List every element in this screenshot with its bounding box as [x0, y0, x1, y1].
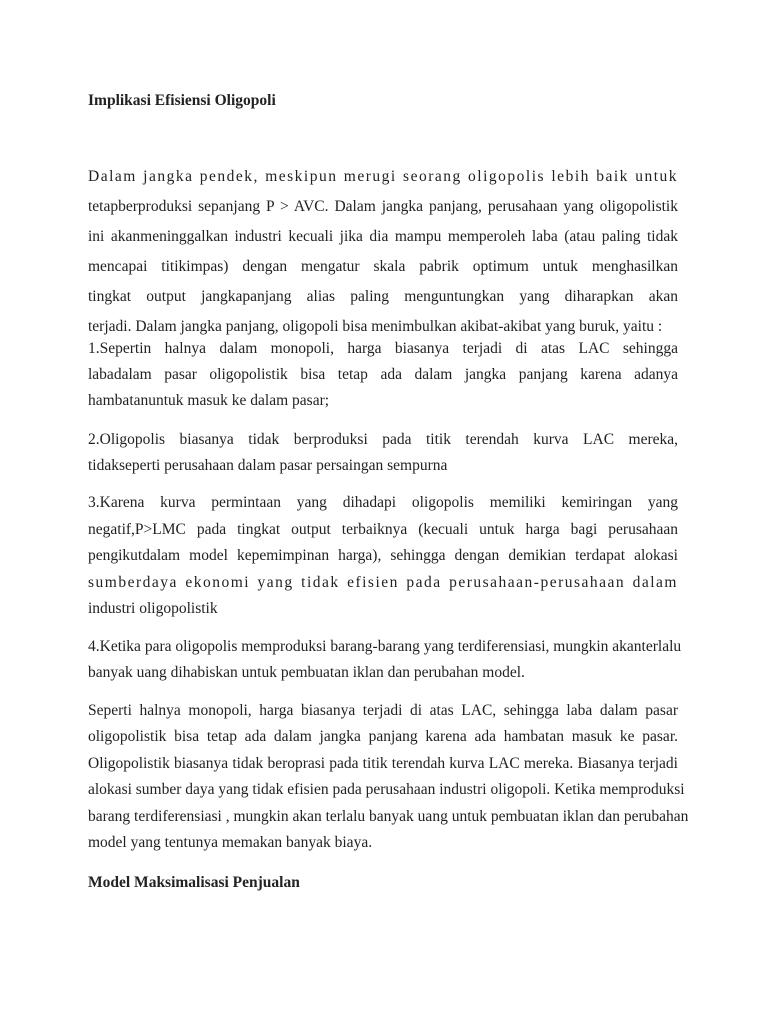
text-line: Seperti halnya monopoli, harga biasanya terjadi di atas LAC, sehingga laba dalam pasar [88, 702, 678, 719]
text-line: Oligopolistik biasanya tidak beroprasi pada titik terendah kurva LAC mereka. Biasanya terjadi [88, 755, 678, 772]
text-line: 3.Karena kurva permintaan yang dihadapi oligopolis memiliki kemiringan yang [88, 494, 678, 511]
text-line: tidakseperti perusahaan dalam pasar persaingan sempurna [88, 457, 448, 474]
text-line: 4.Ketika para oligopolis memproduksi barang-barang yang terdiferensiasi, mungkin akanterlalu [88, 638, 682, 655]
text-line: labadalam pasar oligopolistik bisa tetap ada dalam jangka panjang karena adanya [88, 366, 678, 383]
text-line: barang terdiferensiasi , mungkin akan terlalu banyak uang untuk pembuatan iklan dan perubahan [88, 808, 689, 825]
text-line: mencapai titikimpas) dengan mengatur skala pabrik optimum untuk menghasilkan [88, 258, 678, 275]
text-line: Dalam jangka pendek, meskipun merugi seorang oligopolis lebih baik untuk [88, 168, 678, 185]
text-line: 1.Sepertin halnya dalam monopoli, harga biasanya terjadi di atas LAC sehingga [88, 340, 678, 357]
text-line: 2.Oligopolis biasanya tidak berproduksi pada titik terendah kurva LAC mereka, [88, 431, 678, 448]
text-line: model yang tentunya memakan banyak biaya. [88, 834, 373, 851]
text-line: tingkat output jangkapanjang alias paling menguntungkan yang diharapkan akan [88, 288, 678, 305]
text-line: negatif,P>LMC pada tingkat output terbaiknya (kecuali untuk harga bagi perusahaan [88, 521, 678, 538]
text-line: sumberdaya ekonomi yang tidak efisien pada perusahaan-perusahaan dalam [88, 574, 678, 591]
heading-implikasi-efisiensi: Implikasi Efisiensi Oligopoli [88, 92, 276, 109]
text-line: ini akanmeninggalkan industri kecuali jika dia mampu memperoleh laba (atau paling tidak [88, 228, 678, 245]
text-line: banyak uang dihabiskan untuk pembuatan iklan dan perubahan model. [88, 664, 525, 681]
text-line: hambatanuntuk masuk ke dalam pasar; [88, 392, 330, 409]
heading-model-maksimalisasi: Model Maksimalisasi Penjualan [88, 874, 300, 891]
text-line: industri oligopolistik [88, 600, 218, 617]
text-line: oligopolistik bisa tetap ada dalam jangka panjang karena ada hambatan masuk ke pasar. [88, 728, 678, 745]
text-line: terjadi. Dalam jangka panjang, oligopoli bisa menimbulkan akibat-akibat yang buruk, yaitu : [88, 318, 663, 335]
text-line: alokasi sumber daya yang tidak efisien pada perusahaan industri oligopoli. Ketika memproduksi [88, 781, 685, 798]
text-line: pengikutdalam model kepemimpinan harga), sehingga dengan demikian terdapat alokasi [88, 547, 678, 564]
text-line: tetapberproduksi sepanjang P > AVC. Dalam jangka panjang, perusahaan yang oligopolistik [88, 198, 678, 215]
